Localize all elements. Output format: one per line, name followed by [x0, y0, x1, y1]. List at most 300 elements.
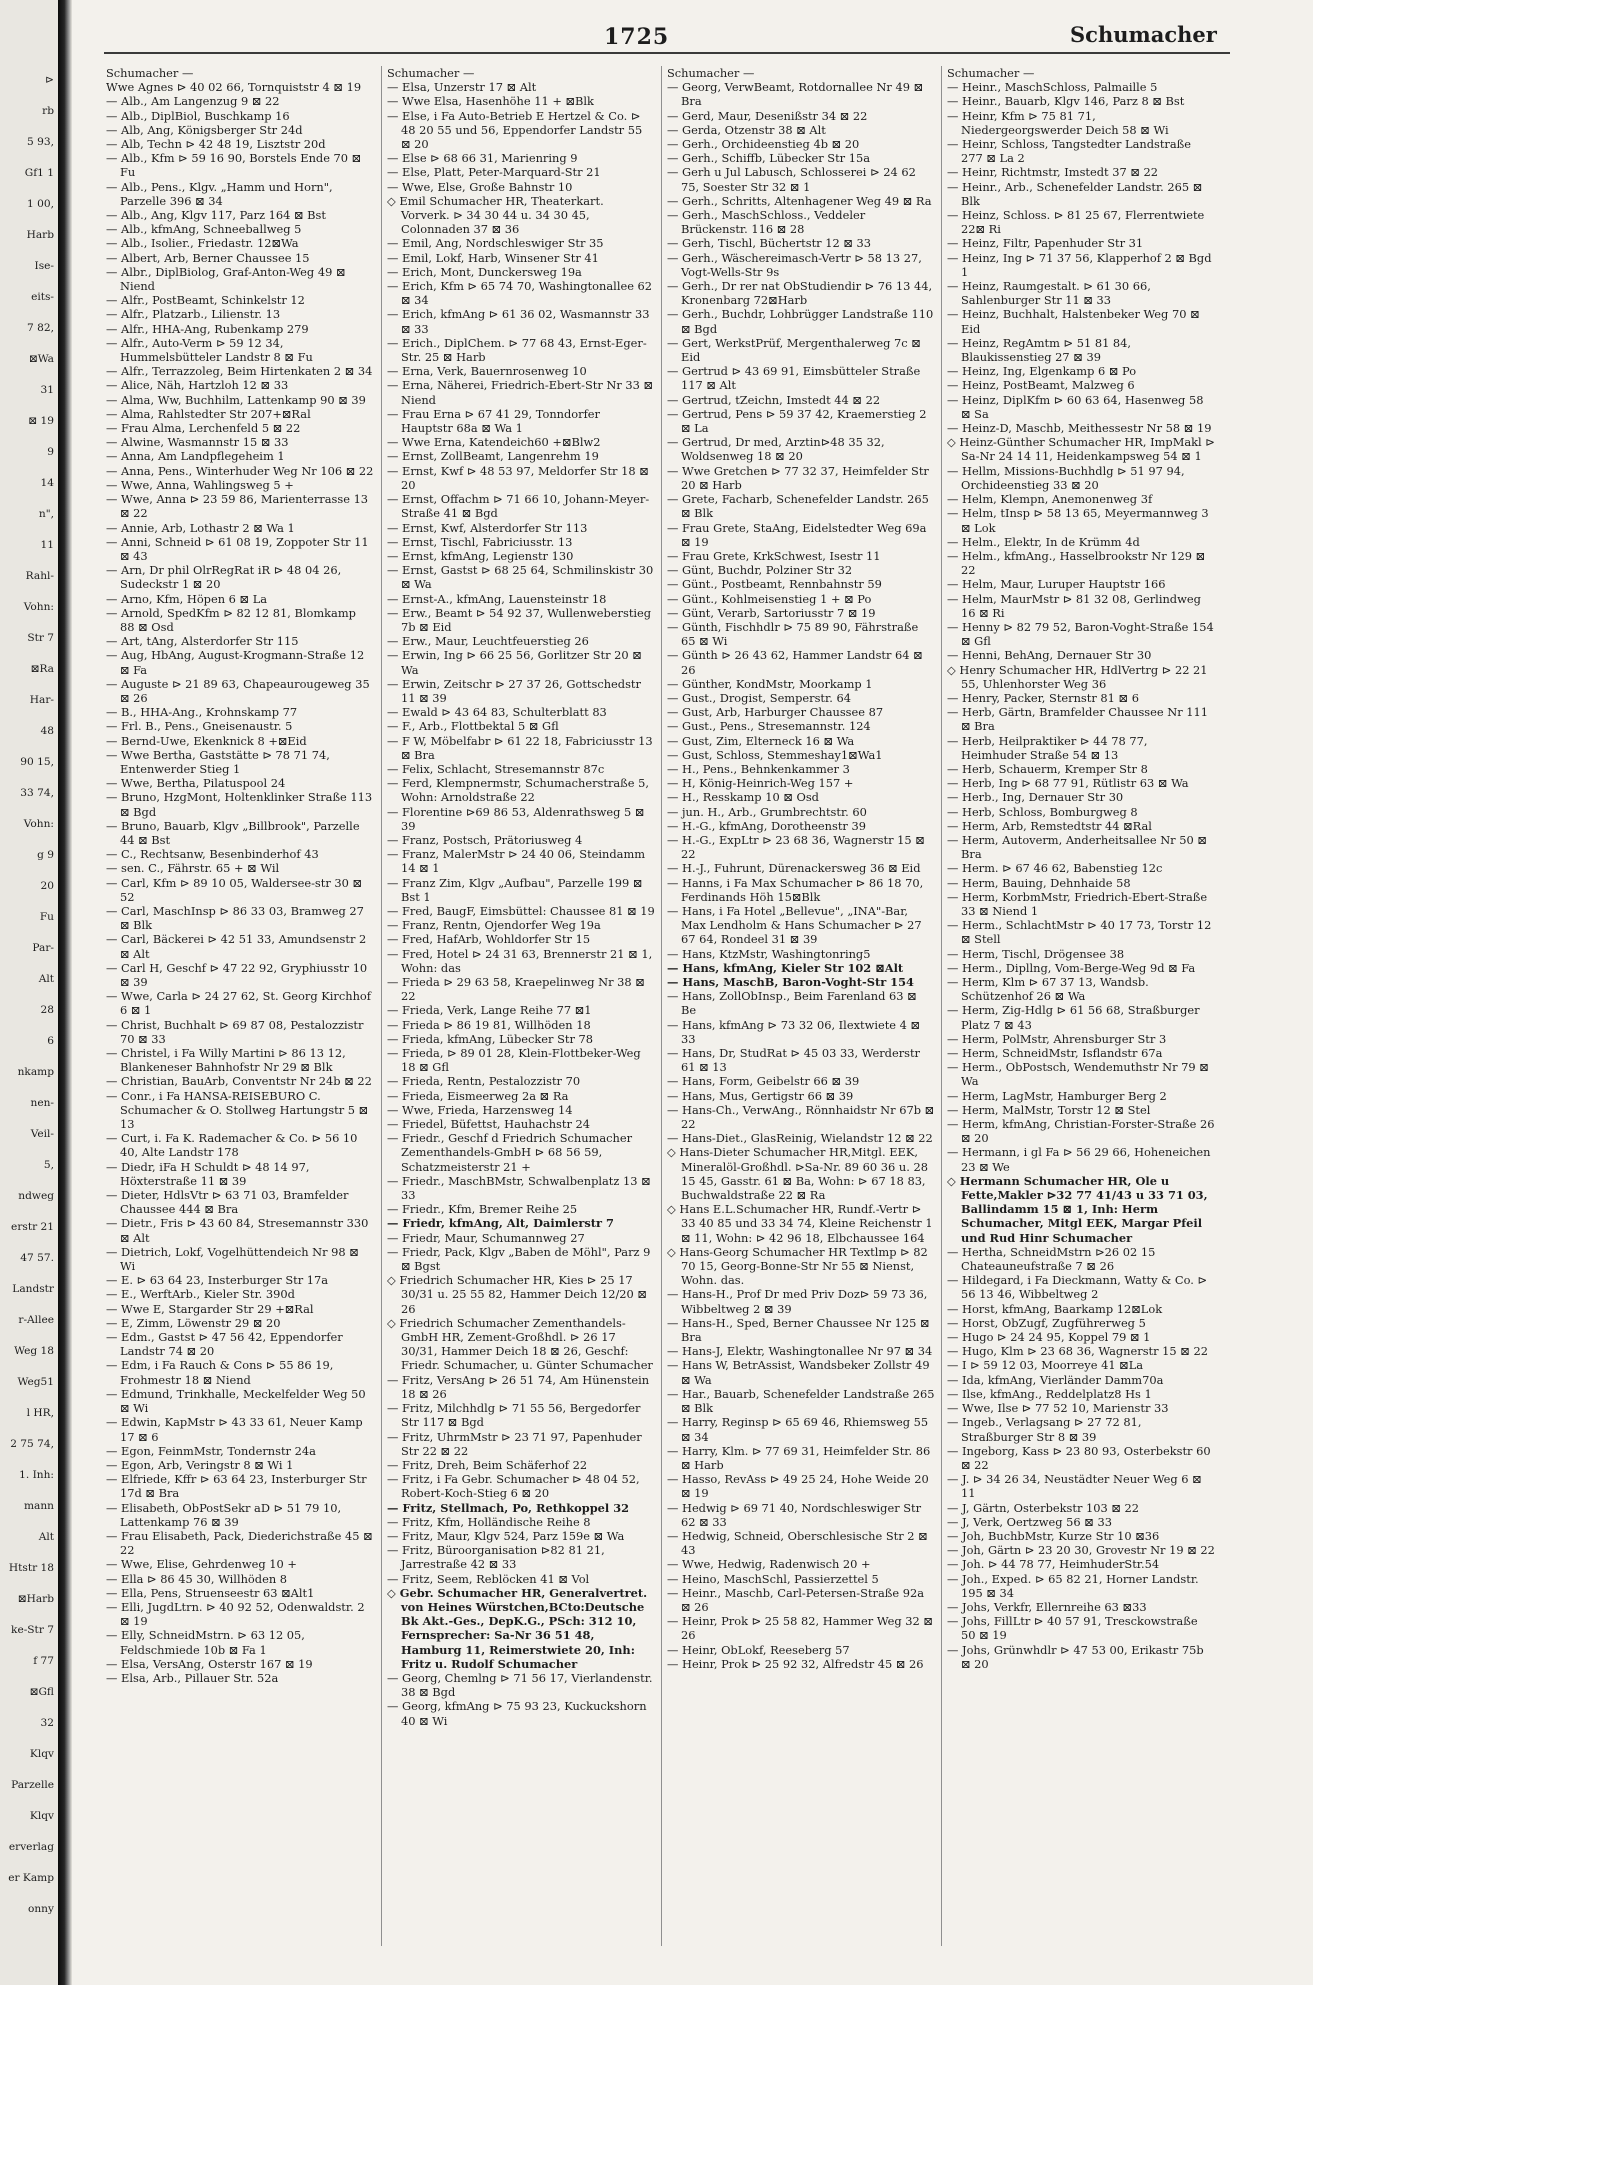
directory-entry: — Wwe Bertha, Gaststätte ⊳ 78 71 74, Entenwerder Stieg 1 [106, 747, 330, 776]
facing-page-fragment: ⊠Wa [28, 353, 54, 365]
directory-entry: — Henny ⊳ 82 79 52, Baron-Voght-Straße 154 ⊠ Gfl [947, 619, 1214, 649]
facing-page-fragment: Par- [32, 942, 54, 954]
directory-entry: — Ferd, Klempnermstr, Schumacherstraße 5, Wohn: Arnoldstraße 22 [387, 776, 650, 805]
directory-entry: — Alfr., HHA-Ang, Rubenkamp 279 [106, 321, 309, 336]
directory-entry: — Ernst, ZollBeamt, Langenrehm 19 [387, 449, 599, 464]
directory-entry: — Heinr, Prok ⊳ 25 92 32, Alfredstr 45 ⊠ 26 [667, 1656, 924, 1671]
directory-entry: — Erich, kfmAng ⊳ 61 36 02, Wasmannstr 33 ⊠ 33 [387, 307, 650, 336]
directory-entry: — Heinr., MaschSchloss, Palmaille 5 [947, 80, 1158, 95]
directory-entry: — Herm., SchlachtMstr ⊳ 40 17 73, Torstr 12 ⊠ Stell [947, 918, 1212, 947]
column-head: Schumacher — [947, 66, 1035, 80]
facing-page-fragment: Htstr 18 [8, 1562, 54, 1574]
directory-entry: — Erw., Beamt ⊳ 54 92 37, Wullenweberstieg 7b ⊠ Eid [387, 605, 652, 634]
facing-page-edge [0, 0, 58, 1985]
facing-page-fragment: f 77 [33, 1655, 54, 1667]
directory-entry: — J, Verk, Oertzweg 56 ⊠ 33 [947, 1514, 1112, 1529]
directory-entry: ◇ Henry Schumacher HR, HdlVertrg ⊳ 22 21 55, Uhlenhorster Weg 36 [947, 662, 1208, 691]
directory-entry: — Friedr., MaschBMstr, Schwalbenplatz 13 ⊠ 33 [387, 1173, 651, 1203]
directory-entry: — Hugo ⊳ 24 24 95, Koppel 79 ⊠ 1 [947, 1330, 1151, 1345]
directory-entry: — Herm, LagMstr, Hamburger Berg 2 [947, 1088, 1167, 1103]
directory-entry: — Wwe, Frieda, Harzensweg 14 [387, 1102, 573, 1117]
directory-entry: — Hedwig, Schneid, Oberschlesische Str 2 ⊠ 43 [667, 1528, 928, 1558]
directory-entry: — Herb, Heilpraktiker ⊳ 44 78 77, Heimhuder Straße 54 ⊠ 13 [947, 733, 1148, 762]
facing-page-fragment: 9 [47, 446, 54, 458]
directory-entry: — Wwe, Anna, Wahlingsweg 5 + [106, 477, 294, 492]
facing-page-fragment: ⊳ [45, 74, 54, 86]
directory-entry: — Alb., Kfm ⊳ 59 16 90, Borstels Ende 70 ⊠ Fu [106, 151, 362, 180]
directory-entry: — Georg, VerwBeamt, Rotdornallee Nr 49 ⊠ Bra [667, 80, 924, 109]
directory-entry: — Heinz, RegAmtm ⊳ 51 81 84, Blaukissenstieg 27 ⊠ 39 [947, 335, 1132, 365]
directory-entry: — Heinz-D, Maschb, Meithessestr Nr 58 ⊠ 19 [947, 421, 1212, 436]
facing-page-fragment: 14 [40, 477, 54, 489]
directory-entry: — Friedr, Pack, Klgv „Baben de Möhl", Parz 9 ⊠ Bgst [387, 1244, 651, 1274]
directory-entry: — Franz, MalerMstr ⊳ 24 40 06, Steindamm 14 ⊠ 1 [387, 847, 646, 876]
directory-entry: — Hans-Diet., GlasReinig, Wielandstr 12 ⊠ 22 [667, 1131, 933, 1146]
facing-page-fragment: ⊠Harb [17, 1593, 54, 1605]
directory-entry: — Carl, Bäckerei ⊳ 42 51 33, Amundsenstr 2 ⊠ Alt [106, 932, 367, 961]
directory-entry: — Erich., DiplChem. ⊳ 77 68 43, Ernst-Eger-Str. 25 ⊠ Harb [387, 335, 647, 365]
directory-entry: — Gust., Pens., Stresemannstr. 124 [667, 719, 871, 734]
directory-entry: — J. ⊳ 34 26 34, Neustädter Neuer Weg 6 ⊠ 11 [947, 1472, 1202, 1501]
directory-entry: — Helm, Maur, Luruper Hauptstr 166 [947, 577, 1166, 592]
directory-entry: — Johs, Grünwhdlr ⊳ 47 53 00, Erikastr 75b ⊠ 20 [947, 1642, 1204, 1671]
facing-page-fragment: Weg 18 [14, 1345, 54, 1357]
directory-entry: — H, König-Heinrich-Weg 157 + [667, 776, 854, 791]
directory-entry: — F W, Möbelfabr ⊳ 61 22 18, Fabriciusstr 13 ⊠ Bra [387, 733, 653, 762]
directory-entry: — J, Gärtn, Osterbekstr 103 ⊠ 22 [947, 1500, 1140, 1515]
directory-entry: — Alb, Ang, Königsberger Str 24d [106, 122, 303, 137]
facing-page-fragment: Har- [29, 694, 54, 706]
facing-page-fragment: Alt [38, 1531, 54, 1543]
directory-entry: — Joh, Gärtn ⊳ 23 20 30, Grovestr Nr 19 ⊠ 22 [947, 1543, 1215, 1558]
directory-entry: — Ernst, Tischl, Fabriciusstr. 13 [387, 534, 573, 549]
directory-entry: — Dietrich, Lokf, Vogelhüttendeich Nr 98 ⊠ Wi [106, 1244, 359, 1274]
directory-entry: — Carl H, Geschf ⊳ 47 22 92, Gryphiusstr 10 ⊠ 39 [106, 960, 368, 989]
facing-page-fragment: 47 57. [20, 1252, 54, 1264]
column-divider [381, 66, 382, 1946]
directory-entry: — Dieter, HdlsVtr ⊳ 63 71 03, Bramfelder Chaussee 444 ⊠ Bra [106, 1188, 349, 1217]
directory-entry: — Hans, KtzMstr, Washingtonring5 [667, 946, 871, 961]
directory-entry: — Hans-J, Elektr, Washingtonallee Nr 97 ⊠ 34 [667, 1344, 933, 1359]
directory-entry: — Herm, Arb, Remstedtstr 44 ⊠Ral [947, 818, 1152, 833]
directory-entry: — Günther, KondMstr, Moorkamp 1 [667, 676, 873, 691]
directory-entry: — Erna, Näherei, Friedrich-Ebert-Str Nr 33 ⊠ Niend [387, 378, 654, 407]
directory-entry: — Elsa, VersAng, Osterstr 167 ⊠ 19 [106, 1656, 313, 1671]
directory-entry: — Emil, Lokf, Harb, Winsener Str 41 [387, 250, 599, 265]
directory-entry: — Hugo, Klm ⊳ 23 68 36, Wagnerstr 15 ⊠ 22 [947, 1344, 1208, 1359]
facing-page-fragment: 1 00, [27, 198, 54, 210]
directory-entry: — Wwe, Anna ⊳ 23 59 86, Marienterrasse 13 ⊠ 22 [106, 492, 369, 521]
directory-entry: — Bruno, Bauarb, Klgv „Billbrook", Parzelle 44 ⊠ Bst [106, 818, 360, 847]
directory-entry: — Egon, FeinmMstr, Tondernstr 24a [106, 1443, 316, 1458]
facing-page-fragment: eits- [31, 291, 54, 303]
header-rule [104, 52, 1230, 54]
directory-column-4 [947, 66, 1215, 1946]
directory-entry: — Harry, Reginsp ⊳ 65 69 46, Rhiemsweg 55 ⊠ 34 [667, 1415, 929, 1444]
directory-entry: — Gerh., Wäschereimasch-Vertr ⊳ 58 13 27, Vogt-Wells-Str 9s [667, 250, 922, 279]
directory-entry: — Hildegard, i Fa Dieckmann, Watty & Co. ⊳ 56 13 46, Wibbeltweg 2 [947, 1273, 1208, 1302]
directory-entry: — Alfr., PostBeamt, Schinkelstr 12 [106, 293, 305, 308]
directory-entry: — Friedr., Geschf d Friedrich Schumacher Zementhandels-GmbH ⊳ 68 56 59, Schatzmeisterstr 21 + [387, 1131, 633, 1174]
directory-entry: — Alfr., Auto-Verm ⊳ 59 12 34, Hummelsbütteler Landstr 8 ⊠ Fu [106, 335, 313, 365]
directory-entry: — Friedr., Kfm, Bremer Reihe 25 [387, 1202, 578, 1217]
column-head: Schumacher — [667, 66, 755, 80]
directory-entry: — Christ, Buchhalt ⊳ 69 87 08, Pestalozzistr 70 ⊠ 33 [106, 1017, 364, 1046]
directory-entry: — Christel, i Fa Willy Martini ⊳ 86 13 12, Blankeneser Bahnhofstr Nr 29 ⊠ Blk [106, 1046, 346, 1075]
directory-entry: — Hedwig ⊳ 69 71 40, Nordschleswiger Str 62 ⊠ 33 [667, 1500, 922, 1529]
directory-entry: — Heinr., Bauarb, Klgv 146, Parz 8 ⊠ Bst [947, 94, 1185, 109]
directory-entry: — Helm, MaurMstr ⊳ 81 32 08, Gerlindweg 16 ⊠ Ri [947, 591, 1201, 620]
directory-entry: — Gerh., Dr rer nat ObStudiendir ⊳ 76 13 44, Kronenbarg 72⊠Harb [667, 279, 933, 308]
directory-entry: — Günth, Fischhdlr ⊳ 75 89 90, Fährstraße 65 ⊠ Wi [667, 619, 919, 649]
directory-entry: — Wwe, Carla ⊳ 24 27 62, St. Georg Kirchhof 6 ⊠ 1 [106, 989, 371, 1018]
directory-entry: — Anna, Pens., Winterhuder Weg Nr 106 ⊠ 22 [106, 463, 374, 478]
directory-entry: — Friedr, kfmAng, Alt, Daimlerstr 7 [387, 1216, 614, 1231]
facing-page-fragment: Parzelle [11, 1779, 54, 1791]
directory-entry: — Edm, i Fa Rauch & Cons ⊳ 55 86 19, Frohmestr 18 ⊠ Niend [106, 1358, 334, 1387]
facing-page-fragment: ndweg [18, 1190, 54, 1202]
facing-page-fragment: 7 82, [27, 322, 54, 334]
directory-entry: — Heinr., Arb., Schenefelder Landstr. 265 ⊠ Blk [947, 179, 1203, 208]
directory-column-2 [387, 66, 655, 1946]
directory-entry: — Hans, Form, Geibelstr 66 ⊠ 39 [667, 1074, 860, 1089]
directory-entry: — Anna, Am Landpflegeheim 1 [106, 449, 285, 464]
directory-entry: — Art, tAng, Alsterdorfer Str 115 [106, 634, 299, 649]
directory-entry: — E, Zimm, Löwenstr 29 ⊠ 20 [106, 1315, 281, 1330]
running-head: Schumacher [1070, 22, 1217, 47]
directory-entry: — Fred, HafArb, Wohldorfer Str 15 [387, 932, 591, 947]
directory-entry: — Franz Zim, Klgv „Aufbau", Parzelle 199 ⊠ Bst 1 [387, 875, 643, 904]
directory-entry: ◇ Gebr. Schumacher HR, Generalvertret. von Heines Würstchen,BCto:Deutsche Bk Akt.-Ges., DepK.G., PSch: 312 10, Fernsprecher: Sa-Nr 36 51 48, Hamburg 11, Reimerstwiete 20, Inh: Fritz u. Rudolf Schumacher [387, 1585, 648, 1671]
directory-entry: — Günt, Buchdr, Polziner Str 32 [667, 563, 853, 578]
facing-page-fragment: ⊠Gfl [29, 1686, 54, 1698]
book-gutter-shadow [58, 0, 72, 1985]
directory-entry: — Erw., Maur, Leuchtfeuerstieg 26 [387, 634, 589, 649]
directory-entry: — Friedr, Maur, Schumannweg 27 [387, 1230, 585, 1245]
directory-entry: — Herm. ⊳ 67 46 62, Babenstieg 12c [947, 861, 1163, 876]
directory-entry: — Arn, Dr phil OlrRegRat iR ⊳ 48 04 26, Sudeckstr 1 ⊠ 20 [106, 563, 342, 592]
directory-entry: — Elfriede, Kffr ⊳ 63 64 23, Insterburger Str 17d ⊠ Bra [106, 1472, 367, 1501]
directory-entry: — Helm., Elektr, In de Krümm 4d [947, 534, 1140, 549]
directory-entry: — Heino, MaschSchl, Passierzettel 5 [667, 1571, 879, 1586]
facing-page-fragment: rb [42, 105, 54, 117]
facing-page-fragment: 20 [40, 880, 54, 892]
directory-entry: — Gerh., Orchideenstieg 4b ⊠ 20 [667, 137, 860, 152]
directory-entry: Wwe Agnes ⊳ 40 02 66, Tornquiststr 4 ⊠ 19 [106, 80, 362, 95]
directory-entry: — Diedr, iFa H Schuldt ⊳ 48 14 97, Höxterstraße 11 ⊠ 39 [106, 1159, 310, 1188]
directory-entry: — Heinz, Schloss. ⊳ 81 25 67, Flerrentwiete 22⊠ Ri [947, 208, 1205, 237]
directory-entry: — Hans, MaschB, Baron-Voght-Str 154 [667, 975, 914, 989]
directory-entry: — Herb, Ing ⊳ 68 77 91, Rütlistr 63 ⊠ Wa [947, 776, 1189, 791]
directory-entry: — Herb, Gärtn, Bramfelder Chaussee Nr 111 ⊠ Bra [947, 705, 1209, 734]
directory-entry: — Helm, tInsp ⊳ 58 13 65, Meyermannweg 3 ⊠ Lok [947, 506, 1209, 535]
directory-entry: — Georg, Chemlng ⊳ 71 56 17, Vierlandenstr. 38 ⊠ Bgd [387, 1670, 653, 1700]
directory-entry: ◇ Friedrich Schumacher HR, Kies ⊳ 25 17 30/31 u. 25 55 82, Hammer Deich 12/20 ⊠ 26 [387, 1273, 647, 1316]
directory-entry: — Heinz, Raumgestalt. ⊳ 61 30 66, Sahlenburger Str 11 ⊠ 33 [947, 279, 1151, 308]
directory-entry: — Gerh, Tischl, Büchertstr 12 ⊠ 33 [667, 236, 872, 251]
directory-entry: — Annie, Arb, Lothastr 2 ⊠ Wa 1 [106, 520, 295, 535]
directory-entry: — Hans-H., Prof Dr med Priv Doz⊳ 59 73 36, Wibbeltweg 2 ⊠ 39 [667, 1287, 928, 1316]
directory-entry: — Hans, ZollObInsp., Beim Farenland 63 ⊠ Be [667, 989, 917, 1018]
directory-entry: — Friedel, Büfettst, Hauhachstr 24 [387, 1117, 591, 1132]
directory-entry: — Fritz, Maur, Klgv 524, Parz 159e ⊠ Wa [387, 1528, 625, 1543]
directory-entry: — Heinr, Schloss, Tangstedter Landstraße 277 ⊠ La 2 [947, 137, 1192, 166]
directory-entry: ◇ Heinz-Günther Schumacher HR, ImpMakl ⊳ Sa-Nr 24 14 11, Heidenkampsweg 54 ⊠ 1 [947, 435, 1215, 464]
directory-entry: — Albr., DiplBiolog, Graf-Anton-Weg 49 ⊠ Niend [106, 264, 346, 294]
directory-entry: — Anni, Schneid ⊳ 61 08 19, Zoppoter Str 11 ⊠ 43 [106, 534, 369, 563]
directory-entry: — Grete, Facharb, Schenefelder Landstr. 265 ⊠ Blk [667, 492, 929, 521]
directory-entry: — Gust, Zim, Elterneck 16 ⊠ Wa [667, 733, 855, 748]
directory-entry: — H., Pens., Behnkenkammer 3 [667, 761, 850, 776]
directory-entry: — B., HHA-Ang., Krohnskamp 77 [106, 705, 298, 720]
directory-entry: — Heinr, Prok ⊳ 25 58 82, Hammer Weg 32 ⊠ 26 [667, 1614, 933, 1643]
directory-column-1 [106, 66, 374, 1946]
directory-entry: — Frau Elisabeth, Pack, Diederichstraße 45 ⊠ 22 [106, 1528, 373, 1558]
directory-entry: — sen. C., Fährstr. 65 + ⊠ Wil [106, 861, 280, 876]
directory-entry: — Herm, Autoverm, Anderheitsallee Nr 50 ⊠ Bra [947, 832, 1207, 862]
directory-entry: — H., Resskamp 10 ⊠ Osd [667, 790, 819, 805]
directory-entry: — Erna, Verk, Bauernrosenweg 10 [387, 364, 587, 379]
directory-entry: — Herb, Schauerm, Kremper Str 8 [947, 761, 1148, 776]
directory-entry: — Henni, BehAng, Dernauer Str 30 [947, 648, 1152, 663]
directory-entry: — Alb, Techn ⊳ 42 48 19, Lisztstr 20d [106, 137, 326, 152]
facing-page-fragment: 5 93, [27, 136, 54, 148]
directory-entry: — Hans, kfmAng ⊳ 73 32 06, Ilextwiete 4 ⊠ 33 [667, 1017, 921, 1046]
directory-entry: — Herm, kfmAng, Christian-Forster-Straße 26 ⊠ 20 [947, 1117, 1215, 1146]
directory-entry: — Elsa, Unzerstr 17 ⊠ Alt [387, 80, 537, 95]
directory-entry: — Wwe, Elise, Gehrdenweg 10 + [106, 1557, 297, 1572]
directory-entry: — Wwe, Ilse ⊳ 77 52 10, Marienstr 33 [947, 1401, 1169, 1416]
directory-entry: — Horst, ObZugf, Zugführerweg 5 [947, 1315, 1146, 1330]
directory-entry: — Hans, Mus, Gertigstr 66 ⊠ 39 [667, 1088, 854, 1103]
page-number: 1725 [604, 24, 670, 50]
column-divider [661, 66, 662, 1946]
directory-entry: — Albert, Arb, Berner Chaussee 15 [106, 250, 310, 265]
directory-entry: — Herm., Dipllng, Vom-Berge-Weg 9d ⊠ Fa [947, 960, 1196, 975]
directory-entry: — Herm, MalMstr, Torstr 12 ⊠ Stel [947, 1102, 1151, 1117]
directory-entry: — Ella ⊳ 86 45 30, Willhöden 8 [106, 1571, 288, 1586]
facing-page-fragment: 31 [40, 384, 54, 396]
directory-entry: — Ilse, kfmAng., Reddelplatz8 Hs 1 [947, 1386, 1152, 1401]
directory-entry: — Else ⊳ 68 66 31, Marienring 9 [387, 151, 578, 166]
facing-page-fragment: 28 [40, 1004, 54, 1016]
directory-entry: — Erich, Kfm ⊳ 65 74 70, Washingtonallee 62 ⊠ 34 [387, 279, 653, 308]
directory-entry: — Auguste ⊳ 21 89 63, Chapeaurougeweg 35 ⊠ 26 [106, 676, 370, 705]
directory-entry: — Joh, BuchbMstr, Kurze Str 10 ⊠36 [947, 1528, 1160, 1543]
facing-page-fragment: Landstr [12, 1283, 54, 1295]
column-head: Schumacher — [387, 66, 475, 80]
directory-entry: — Erwin, Ing ⊳ 66 25 56, Gorlitzer Str 20 ⊠ Wa [387, 648, 642, 677]
directory-entry: — Alfr., Platzarb., Lilienstr. 13 [106, 307, 281, 322]
directory-entry: — H.-G., ExpLtr ⊳ 23 68 36, Wagnerstr 15 ⊠ 22 [667, 832, 925, 862]
directory-entry: — Felix, Schlacht, Stresemannstr 87c [387, 761, 605, 776]
directory-entry: — Arno, Kfm, Höpen 6 ⊠ La [106, 591, 268, 606]
directory-entry: — Ernst, Kwf, Alsterdorfer Str 113 [387, 520, 588, 535]
directory-entry: — Christian, BauArb, Conventstr Nr 24b ⊠ 22 [106, 1074, 372, 1089]
directory-entry: — Ella, Pens, Struenseestr 63 ⊠Alt1 [106, 1585, 315, 1600]
directory-entry: — Frl. B., Pens., Gneisenaustr. 5 [106, 719, 293, 734]
facing-page-fragment: l HR, [26, 1407, 54, 1419]
facing-page-fragment: Gf1 1 [24, 167, 54, 179]
directory-entry: — Joh. ⊳ 44 78 77, HeimhuderStr.54 [947, 1557, 1160, 1572]
directory-entry: — Gerd, Maur, Desenißstr 34 ⊠ 22 [667, 108, 868, 123]
directory-entry: — Frau Alma, Lerchenfeld 5 ⊠ 22 [106, 421, 301, 436]
directory-entry: — Alwine, Wasmannstr 15 ⊠ 33 [106, 435, 289, 450]
directory-entry: — Gerh., Schiffb, Lübecker Str 15a [667, 151, 871, 166]
directory-entry: — Fritz, Seem, Reblöcken 41 ⊠ Vol [387, 1571, 590, 1586]
directory-entry: — Ida, kfmAng, Vierländer Damm70a [947, 1372, 1164, 1387]
directory-entry: — Alice, Näh, Hartzloh 12 ⊠ 33 [106, 378, 289, 393]
directory-entry: — Wwe, Hedwig, Radenwisch 20 + [667, 1557, 871, 1572]
column-head: Schumacher — [106, 66, 194, 80]
directory-entry: — Edm., Gastst ⊳ 47 56 42, Eppendorfer Landstr 74 ⊠ 20 [106, 1330, 343, 1359]
directory-entry: — Arnold, SpedKfm ⊳ 82 12 81, Blomkamp 88 ⊠ Osd [106, 605, 356, 634]
directory-entry: — Heinz, PostBeamt, Malzweg 6 [947, 378, 1135, 393]
facing-page-fragment: Veil- [30, 1128, 54, 1140]
directory-entry: — Florentine ⊳69 86 53, Aldenrathsweg 5 ⊠ 39 [387, 804, 645, 833]
directory-entry: — Bernd-Uwe, Ekenknick 8 +⊠Eid [106, 733, 307, 748]
directory-entry: — Herb., Ing, Dernauer Str 30 [947, 790, 1124, 805]
directory-entry: — C., Rechtsanw, Besenbinderhof 43 [106, 847, 319, 862]
directory-entry: — Ingeborg, Kass ⊳ 23 80 93, Osterbekstr 60 ⊠ 22 [947, 1443, 1211, 1472]
directory-entry: — H.-G., kfmAng, Dorotheenstr 39 [667, 818, 866, 833]
directory-entry: — Helm., kfmAng., Hasselbrookstr Nr 129 ⊠ 22 [947, 548, 1206, 578]
directory-entry: — jun. H., Arb., Grumbrechtstr. 60 [667, 804, 867, 819]
directory-entry: — Alma, Rahlstedter Str 207+⊠Ral [106, 406, 311, 421]
directory-entry: — Fritz, Milchhdlg ⊳ 71 55 56, Bergedorfer Str 117 ⊠ Bgd [387, 1401, 641, 1430]
directory-entry: — Joh., Exped. ⊳ 65 82 21, Horner Landstr. 195 ⊠ 34 [947, 1571, 1199, 1600]
facing-page-fragment: 90 15, [20, 756, 54, 768]
directory-entry: — Egon, Arb, Veringstr 8 ⊠ Wi 1 [106, 1457, 294, 1472]
directory-entry: — Herm, SchneidMstr, Isflandstr 67a [947, 1046, 1163, 1061]
facing-page-fragment: ⊠ 19 [28, 415, 54, 427]
directory-entry: — Gust, Schloss, Stemmeshay1⊠Wa1 [667, 747, 883, 762]
directory-entry: — Elisabeth, ObPostSekr aD ⊳ 51 79 10, Lattenkamp 76 ⊠ 39 [106, 1500, 342, 1529]
facing-page-fragment: Ise- [34, 260, 54, 272]
directory-entry: — Edmund, Trinkhalle, Meckelfelder Weg 50 ⊠ Wi [106, 1386, 366, 1416]
directory-entry: — Elli, JugdLtrn. ⊳ 40 92 52, Odenwaldstr. 2 ⊠ 19 [106, 1599, 365, 1629]
facing-page-fragment: r-Allee [18, 1314, 54, 1326]
directory-entry: ◇ Hans-Georg Schumacher HR Textlmp ⊳ 82 70 15, Georg-Bonne-Str Nr 55 ⊠ Nienst, Wohn. das. [667, 1244, 928, 1288]
directory-entry: — Carl, Kfm ⊳ 89 10 05, Waldersee-str 30 ⊠ 52 [106, 875, 363, 904]
directory-entry: — Emil, Ang, Nordschleswiger Str 35 [387, 236, 604, 251]
directory-entry: — Hans-H., Sped, Berner Chaussee Nr 125 ⊠ Bra [667, 1315, 930, 1345]
directory-entry: — Conr., i Fa HANSA-REISEBURO C. Schumacher & O. Stollweg Hartungstr 5 ⊠ 13 [106, 1088, 369, 1132]
directory-entry: — Bruno, HzgMont, Holtenklinker Straße 113 ⊠ Bgd [106, 790, 373, 819]
directory-entry: — Wwe, Bertha, Pilatuspool 24 [106, 776, 286, 791]
facing-page-fragment: ⊠Ra [30, 663, 54, 675]
directory-entry: — Wwe Erna, Katendeich60 +⊠Blw2 [387, 435, 601, 450]
directory-entry: — Alma, Ww, Buchhilm, Lattenkamp 90 ⊠ 39 [106, 392, 366, 407]
directory-entry: ◇ Hans E.L.Schumacher HR, Rundf.-Vertr ⊳ 33 40 85 und 33 34 74, Kleine Reichenstr 1 ⊠ 11, Wohn: ⊳ 42 96 18, Elbchaussee 164 [667, 1202, 933, 1245]
directory-entry: — Gertrud, tZeichn, Imstedt 44 ⊠ 22 [667, 392, 881, 407]
directory-entry: — Johs, Verkfr, Ellernreihe 63 ⊠33 [947, 1599, 1147, 1614]
facing-page-fragment: 6 [47, 1035, 54, 1047]
directory-entry: — Fritz, Kfm, Holländische Reihe 8 [387, 1514, 591, 1529]
directory-entry: — Ewald ⊳ 43 64 83, Schulterblatt 83 [387, 705, 607, 720]
directory-entry: — Fritz, Dreh, Beim Schäferhof 22 [387, 1457, 588, 1472]
directory-entry: — Hellm, Missions-Buchhdlg ⊳ 51 97 94, Orchideenstieg 33 ⊠ 20 [947, 463, 1185, 492]
directory-entry: — Günt, Verarb, Sartoriusstr 7 ⊠ 19 [667, 605, 876, 620]
directory-entry: — Hermann, i gl Fa ⊳ 56 29 66, Hoheneichen 23 ⊠ We [947, 1145, 1211, 1174]
directory-entry: — Fred, BaugF, Eimsbüttel: Chaussee 81 ⊠ 19 [387, 903, 655, 918]
facing-page-fragment: Alt [38, 973, 54, 985]
directory-entry: — Alb., Pens., Klgv. „Hamm und Horn", Parzelle 396 ⊠ 34 [106, 179, 333, 208]
directory-entry: — I ⊳ 59 12 03, Moorreye 41 ⊠La [947, 1358, 1144, 1373]
directory-entry: — Heinz, Ing ⊳ 71 37 56, Klapperhof 2 ⊠ Bgd 1 [947, 250, 1212, 279]
facing-page-fragment: 32 [40, 1717, 54, 1729]
facing-page-fragment: ke-Str 7 [11, 1624, 54, 1636]
facing-page-fragment: Vohn: [23, 818, 54, 830]
directory-entry: — Gertrud, Dr med, Arztin⊳48 35 32, Woldsenweg 18 ⊠ 20 [667, 435, 885, 464]
directory-entry: — Günt., Kohlmeisenstieg 1 + ⊠ Po [667, 591, 872, 606]
directory-entry: — Ernst, kfmAng, Legienstr 130 [387, 548, 574, 563]
directory-entry: — Helm, Klempn, Anemonenweg 3f [947, 492, 1153, 507]
directory-entry: — Harry, Klm. ⊳ 77 69 31, Heimfelder Str. 86 ⊠ Harb [667, 1443, 931, 1472]
directory-entry: — Else, Platt, Peter-Marquard-Str 21 [387, 165, 601, 180]
directory-entry: ◇ Emil Schumacher HR, Theaterkart. Vorverk. ⊳ 34 30 44 u. 34 30 45, Colonnaden 37 ⊠ 36 [387, 193, 604, 237]
facing-page-fragment: Harb [26, 229, 54, 241]
directory-entry: — Hans-Ch., VerwAng., Rönnhaidstr Nr 67b ⊠ 22 [667, 1102, 935, 1132]
directory-entry: — Henry, Packer, Sternstr 81 ⊠ 6 [947, 690, 1139, 705]
facing-page-fragment: Klqv [29, 1748, 54, 1760]
directory-entry: — Herm., ObPostsch, Wendemuthstr Nr 79 ⊠ Wa [947, 1060, 1209, 1089]
directory-entry: — Heinz, Buchhalt, Halstenbeker Weg 70 ⊠ Eid [947, 307, 1200, 336]
facing-page-fragment: 1. Inh: [19, 1469, 54, 1481]
directory-entry: — Hertha, SchneidMstrn ⊳26 02 15 Chateauneufstraße 7 ⊠ 26 [947, 1244, 1156, 1274]
directory-entry: — Gerh., Buchdr, Lohbrügger Landstraße 110 ⊠ Bgd [667, 307, 934, 336]
directory-entry: — Herm, PolMstr, Ahrensburger Str 3 [947, 1031, 1167, 1046]
directory-entry: — Fritz, VersAng ⊳ 26 51 74, Am Hünenstein 18 ⊠ 26 [387, 1372, 650, 1401]
directory-entry: — Elly, SchneidMstrn. ⊳ 63 12 05, Feldschmiede 10b ⊠ Fa 1 [106, 1628, 305, 1657]
directory-entry: — Herm, KorbmMstr, Friedrich-Ebert-Straße 33 ⊠ Niend 1 [947, 889, 1208, 918]
directory-entry: — Erich, Mont, Dunckersweg 19a [387, 264, 582, 279]
directory-entry: — Heinr, Richtmstr, Imstedt 37 ⊠ 22 [947, 165, 1158, 180]
directory-entry: — Herm, Tischl, Drögensee 38 [947, 946, 1125, 961]
directory-entry: — Wwe Gretchen ⊳ 77 32 37, Heimfelder Str 20 ⊠ Harb [667, 463, 929, 492]
directory-entry: — Else, i Fa Auto-Betrieb E Hertzel & Co. ⊳ 48 20 55 und 56, Eppendorfer Landstr 55 ⊠ 20 [387, 108, 643, 152]
directory-entry: — Hans W, BetrAssist, Wandsbeker Zollstr 49 ⊠ Wa [667, 1358, 930, 1387]
directory-entry: — Aug, HbAng, August-Krogmann-Straße 12 ⊠ Fa [106, 648, 365, 677]
directory-entry: — Franz, Rentn, Ojendorfer Weg 19a [387, 918, 601, 933]
facing-page-fragment: 48 [40, 725, 54, 737]
directory-entry: — Frieda, Rentn, Pestalozzistr 70 [387, 1074, 581, 1089]
directory-entry: — Carl, MaschInsp ⊳ 86 33 03, Bramweg 27 ⊠ Blk [106, 903, 364, 933]
directory-entry: — Heinz, DiplKfm ⊳ 60 63 64, Hasenweg 58 ⊠ Sa [947, 392, 1204, 421]
directory-entry: — Fritz, Büroorganisation ⊳82 81 21, Jarrestraße 42 ⊠ 33 [387, 1543, 605, 1572]
directory-entry: — Alfr., Terrazzoleg, Beim Hirtenkaten 2 ⊠ 34 [106, 364, 373, 379]
directory-entry: — Wwe Elsa, Hasenhöhe 11 + ⊠Blk [387, 94, 594, 109]
facing-page-fragment: n", [38, 508, 54, 520]
facing-page-fragment: nkamp [17, 1066, 54, 1078]
directory-entry: — Günth ⊳ 26 43 62, Hammer Landstr 64 ⊠ 26 [667, 648, 923, 677]
directory-entry: — Gertrud, Pens ⊳ 59 37 42, Kraemerstieg 2 ⊠ La [667, 406, 927, 436]
directory-entry: — Heinz, Ing, Elgenkamp 6 ⊠ Po [947, 364, 1137, 379]
directory-entry: — Günt., Postbeamt, Rennbahnstr 59 [667, 577, 882, 592]
directory-entry: — Herm, Klm ⊳ 67 37 13, Wandsb. Schützenhof 26 ⊠ Wa [947, 975, 1149, 1004]
directory-entry: ◇ Hans-Dieter Schumacher HR,Mitgl. EEK, Mineralöl-Großhdl. ⊳Sa-Nr. 89 60 36 u. 28 15 45, Gasstr. 61 ⊠ Ba, Wohn: ⊳ 67 18 83, Buchwaldstraße 22 ⊠ Ra [667, 1145, 928, 1203]
directory-entry: — Herm, Bauing, Dehnhaide 58 [947, 875, 1131, 890]
directory-entry: — Alb., Ang, Klgv 117, Parz 164 ⊠ Bst [106, 208, 326, 223]
directory-entry: — Har., Bauarb, Schenefelder Landstraße 265 ⊠ Blk [667, 1386, 935, 1416]
directory-column-3 [667, 66, 935, 1946]
facing-page-fragment: onny [27, 1903, 54, 1915]
directory-entry: — Horst, kfmAng, Baarkamp 12⊠Lok [947, 1301, 1163, 1316]
directory-entry: — Heinz, Filtr, Papenhuder Str 31 [947, 236, 1144, 251]
directory-entry: — Frieda, Eismeerweg 2a ⊠ Ra [387, 1088, 569, 1103]
directory-entry: — Fred, Hotel ⊳ 24 31 63, Brennerstr 21 ⊠ 1, Wohn: das [387, 946, 653, 975]
directory-entry: — Ernst, Gastst ⊳ 68 25 64, Schmilinskistr 30 ⊠ Wa [387, 563, 654, 592]
